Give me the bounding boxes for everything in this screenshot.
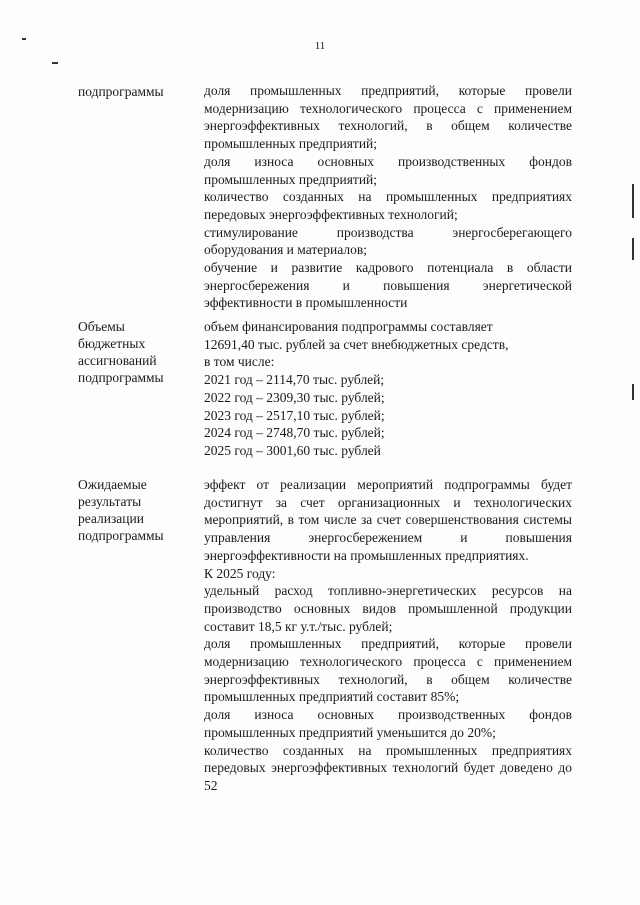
paragraph: количество созданных на промышленных предприятиях передовых энергоэффективных технологий будет доведено до 52 — [204, 742, 572, 793]
scan-speck — [22, 38, 26, 40]
paragraph: К 2025 году: — [204, 565, 276, 581]
paragraph: 2024 год – 2748,70 тыс. рублей; — [204, 425, 385, 441]
label-line: бюджетных — [78, 336, 146, 351]
paragraph: 2023 год – 2517,10 тыс. рублей; — [204, 407, 385, 423]
label-line: результаты — [78, 494, 142, 509]
section-content-results — [204, 476, 572, 795]
paragraph: 2022 год – 2309,30 тыс. рублей; — [204, 389, 385, 405]
label-line: подпрограммы — [78, 528, 164, 543]
paragraph: доля промышленных предприятий, которые провели модернизацию технологического процесса с применением энергоэффективных технологий, в общем количестве промышленных предприятий составит 85%; — [204, 636, 572, 705]
paragraph: 2025 год – 3001,60 тыс. рублей — [204, 442, 381, 458]
paragraph: объем финансирования подпрограммы составляет — [204, 319, 493, 334]
paragraph: 2021 год – 2114,70 тыс. рублей; — [204, 372, 385, 388]
paragraph: доля износа основных производственных фондов промышленных предприятий уменьшится до 20%; — [204, 707, 572, 740]
page-number: 11 — [314, 40, 326, 52]
label-line: подпрограммы — [78, 370, 164, 385]
label-line: ассигнований — [78, 353, 157, 368]
label-line: реализации — [78, 511, 144, 526]
scan-edge-mark — [632, 238, 634, 260]
paragraph: количество созданных на промышленных предприятиях передовых энергоэффективных технологий; — [204, 189, 572, 222]
paragraph: эффект от реализации мероприятий подпрограммы будет достигнут за счет организационных и технологических мероприятий, в том числе за счет совершенствования системы управления энергосбережением и повышения энергоэффективности на промышленных предприятиях. — [204, 477, 572, 563]
paragraph: 12691,40 тыс. рублей за счет внебюджетных средств, — [204, 336, 509, 352]
paragraph: обучение и развитие кадрового потенциала в области энергосбережения и повышения энергетической эффективности в промышленности — [204, 260, 572, 311]
label-line: подпрограммы — [78, 84, 164, 99]
section-label-targets — [78, 83, 193, 100]
scan-edge-mark — [632, 184, 634, 218]
paragraph: доля износа основных производственных фондов промышленных предприятий; — [204, 153, 572, 187]
paragraph: стимулирование производства энергосберегающего оборудования и материалов; — [204, 224, 572, 258]
label-line: Объемы — [78, 319, 125, 334]
scan-edge-mark — [632, 384, 634, 400]
scan-speck — [52, 62, 58, 64]
paragraph: доля промышленных предприятий, которые провели модернизацию технологического процесса с применением энергоэффективных технологий, в общем количестве промышленных предприятий; — [204, 83, 572, 152]
section-content-budget — [204, 318, 572, 460]
section-label-budget — [78, 318, 193, 386]
section-label-results — [78, 476, 193, 544]
paragraph: удельный расход топливно-энергетических ресурсов на производство основных видов промышленной продукции составит 18,5 кг у.т./тыс. рублей; — [204, 583, 572, 634]
label-line: Ожидаемые — [78, 477, 147, 492]
section-content-targets — [204, 82, 572, 312]
paragraph: в том числе: — [204, 354, 275, 370]
